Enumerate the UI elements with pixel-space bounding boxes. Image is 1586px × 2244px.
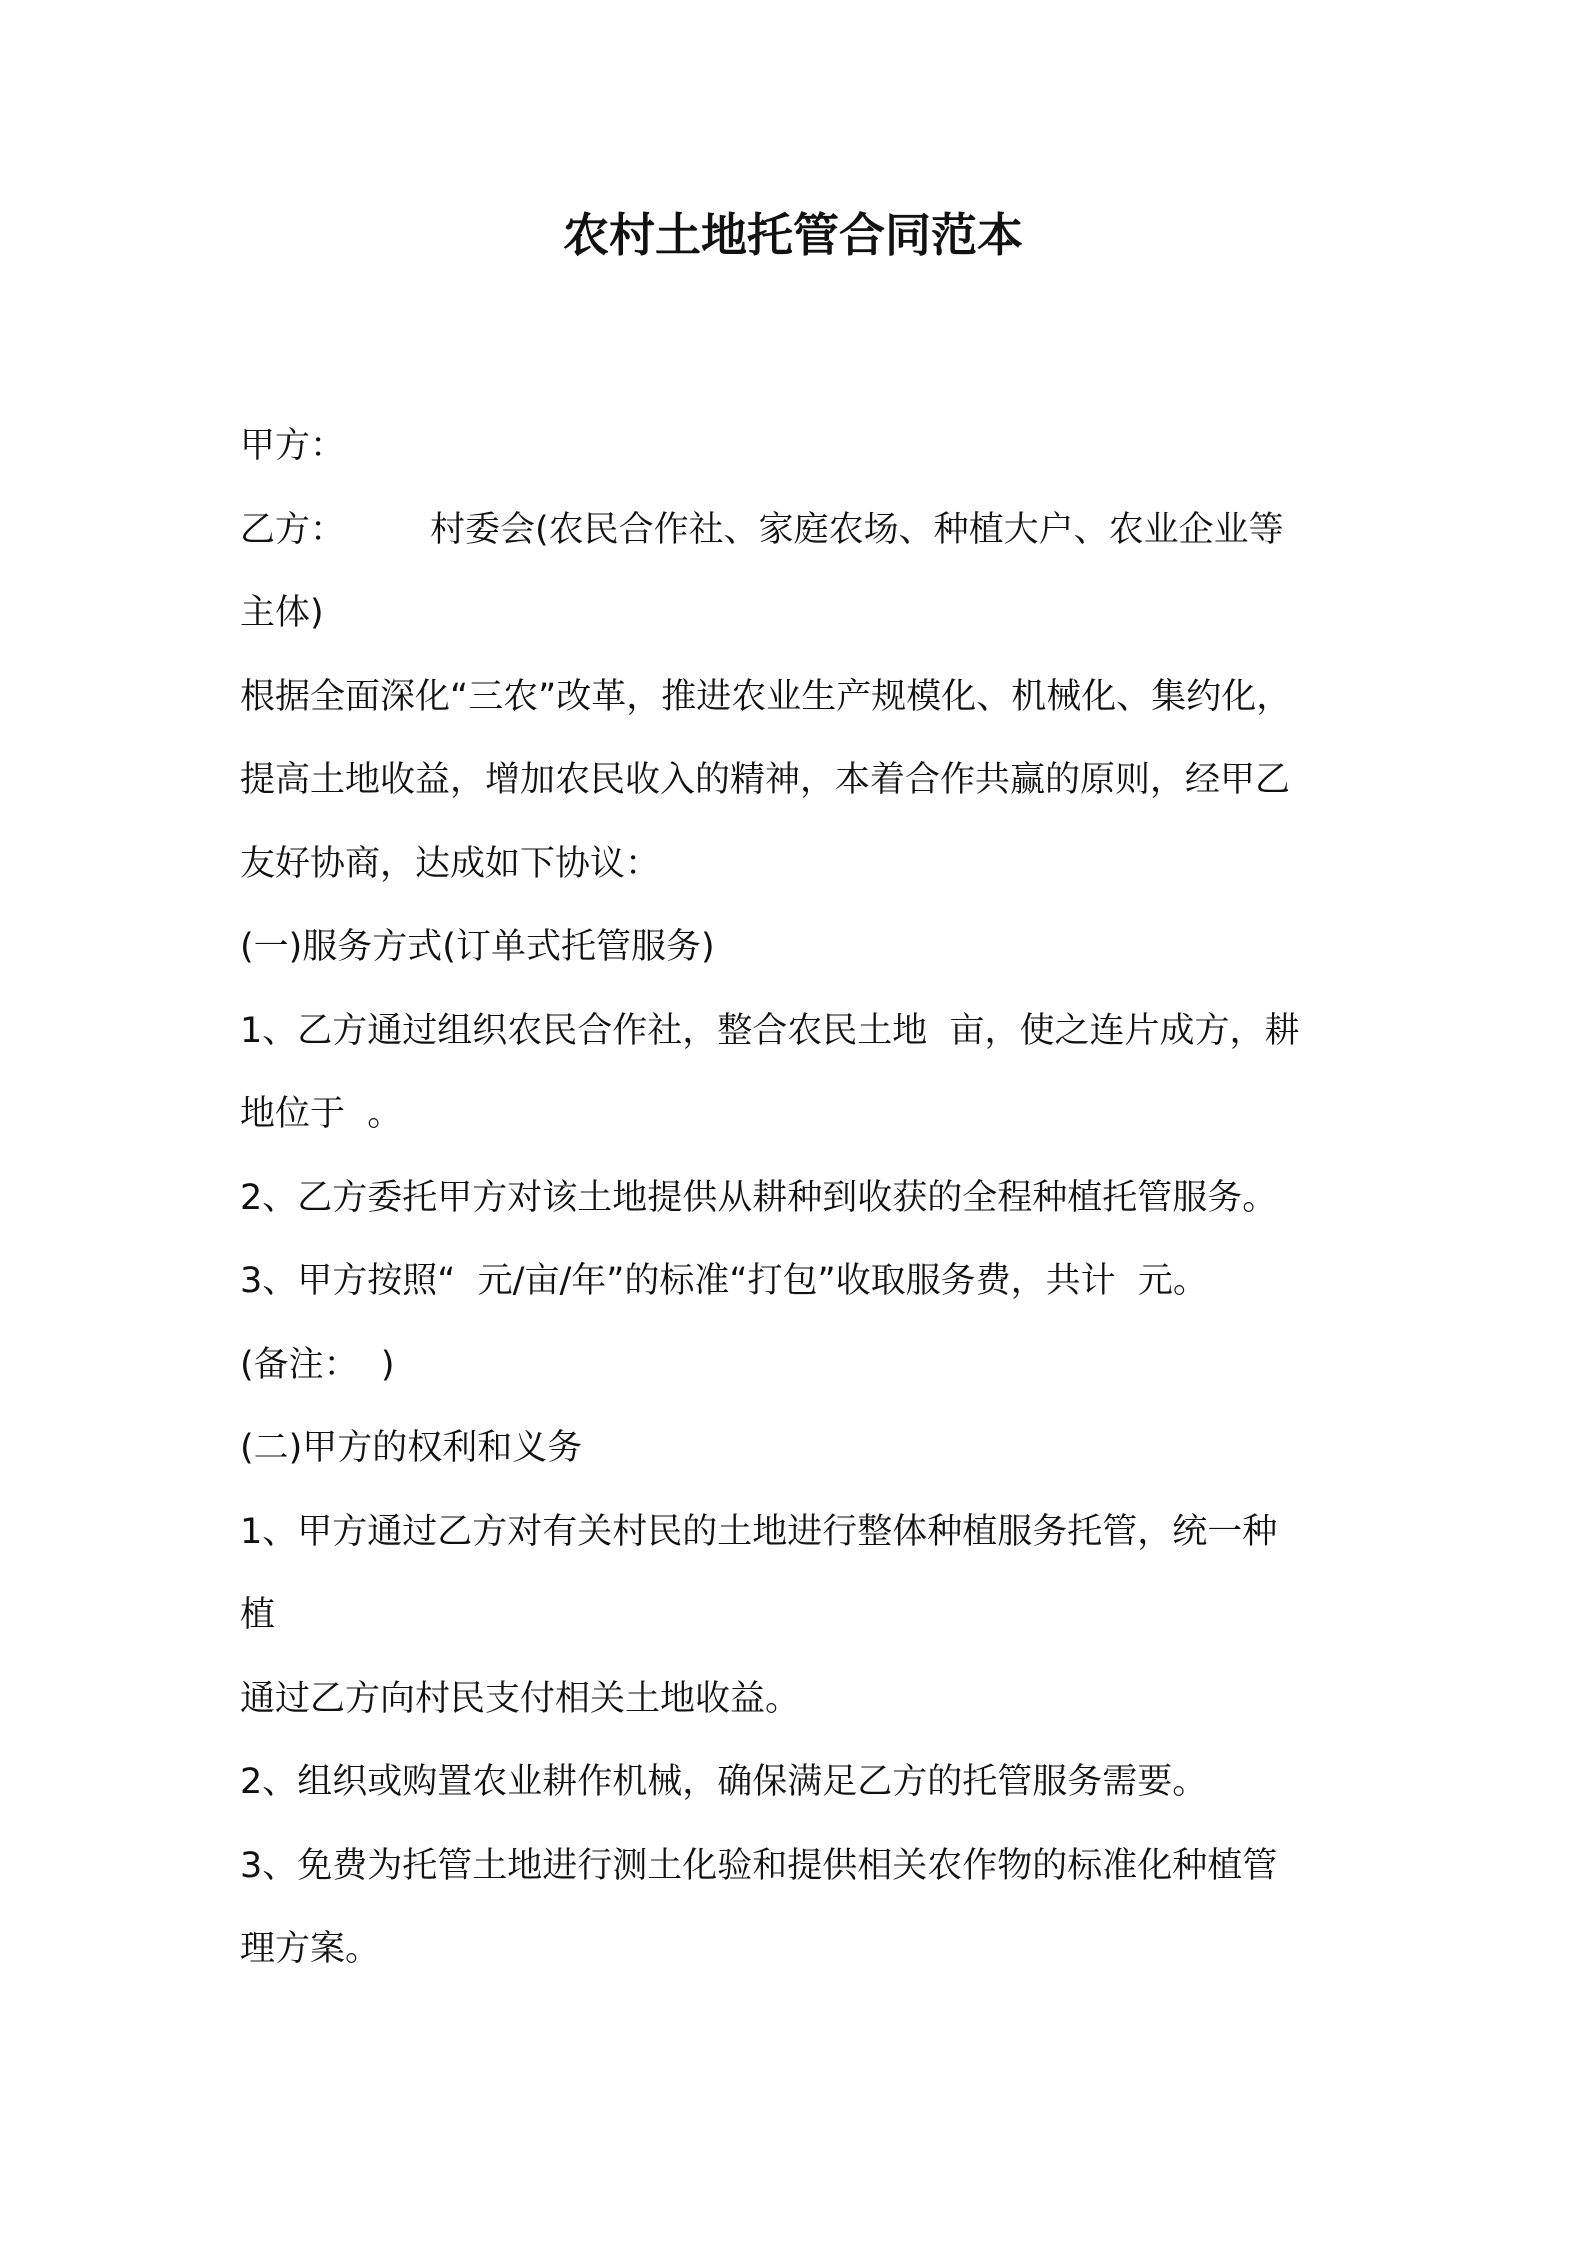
intro-line-1: 根据全面深化“三农”改革，推进农业生产规模化、机械化、集约化，: [240, 676, 1292, 717]
section-1-item-2: 2、乙方委托甲方对该土地提供从耕种到收获的全程种植托管服务。: [240, 1177, 1278, 1218]
document-body: [240, 405, 1360, 1992]
document-title: 农村土地托管合同范本: [563, 208, 1023, 262]
section-2-item-1-line-2: 植: [240, 1595, 276, 1635]
section-2-item-1-line-3: 通过乙方向村民支付相关土地收益。: [240, 1678, 801, 1719]
party-a-line: 甲方：: [240, 426, 346, 466]
section-2-item-2: 2、组织或购置农业耕作机械，确保满足乙方的托管服务需要。: [240, 1762, 1208, 1802]
section-2-heading: (二)甲方的权利和义务: [240, 1428, 583, 1468]
section-2-item-3-line-2: 理方案。: [240, 1929, 381, 1969]
party-b-value: 村委会(农民合作社、家庭农场、种植大户、农业企业等: [430, 509, 1284, 550]
section-1-note: (备注： ): [240, 1344, 395, 1385]
party-b-label: 乙方：: [240, 509, 346, 550]
section-1-heading: (一)服务方式(订单式托管服务): [240, 927, 715, 967]
intro-line-2: 提高土地收益，增加农民收入的精神，本着合作共赢的原则，经甲乙: [240, 760, 1291, 800]
section-1-item-3: 3、甲方按照“ 元/亩/年”的标准“打包”收取服务费，共计 元。: [240, 1261, 1208, 1301]
party-b-continuation: 主体): [240, 593, 324, 633]
section-1-item-1-line-2: 地位于 。: [240, 1094, 403, 1134]
section-2-item-1-line-1: 1、甲方通过乙方对有关村民的土地进行整体种植服务托管，统一种: [240, 1511, 1278, 1552]
intro-line-3: 友好协商，达成如下协议：: [240, 843, 661, 884]
section-2-item-3-line-1: 3、免费为托管土地进行测土化验和提供相关农作物的标准化种植管: [240, 1845, 1278, 1886]
party-b-line: [240, 489, 1360, 573]
section-1-item-1-line-1: 1、乙方通过组织农民合作社，整合农民土地 亩，使之连片成方，耕: [240, 1010, 1300, 1051]
